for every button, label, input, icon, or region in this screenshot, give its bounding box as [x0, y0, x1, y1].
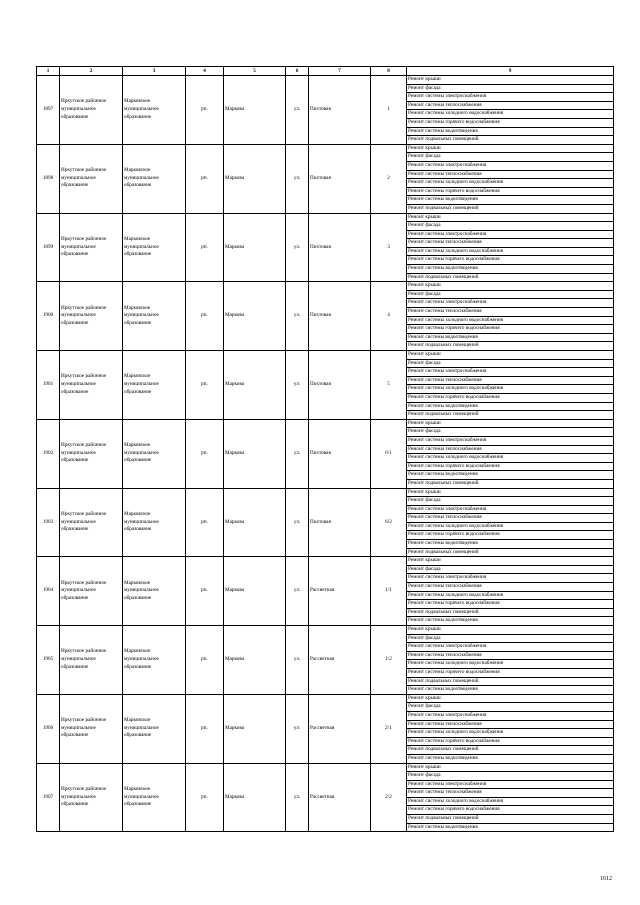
table-row [37, 419, 614, 428]
settlement-name: Маркова [224, 763, 286, 832]
municipality-name: Марковское муниципальное образование [123, 763, 186, 832]
table-row [37, 626, 614, 635]
work-item: Ремонт системы холодного водоснабжения [407, 660, 614, 669]
district-name: Иркутское районное муниципальное образование [60, 557, 123, 626]
work-item: Ремонт системы теплоснабжения [407, 651, 614, 660]
work-item: Ремонт фасада [407, 428, 614, 437]
work-item: Ремонт системы электроснабжения [407, 368, 614, 377]
settlement-type: рп. [186, 213, 224, 282]
settlement-type: рп. [186, 282, 224, 351]
municipality-name: Марковское муниципальное образование [123, 557, 186, 626]
work-item: Ремонт подвальных помещений [407, 815, 614, 824]
settlement-name: Маркова [224, 694, 286, 763]
house-number: 6/2 [371, 488, 407, 557]
municipality-name: Марковское муниципальное образование [123, 351, 186, 420]
street-type: ул. [286, 626, 309, 695]
header-col-8: 8 [371, 67, 407, 76]
district-name: Иркутское районное муниципальное образование [60, 144, 123, 213]
work-item: Ремонт системы водоотведения [407, 265, 614, 274]
settlement-name: Маркова [224, 76, 286, 145]
work-item: Ремонт фасада [407, 153, 614, 162]
house-number: 4 [371, 282, 407, 351]
work-item: Ремонт фасада [407, 772, 614, 781]
header-col-6: 6 [286, 67, 309, 76]
header-col-1: 1 [37, 67, 60, 76]
work-item: Ремонт системы водоотведения [407, 540, 614, 549]
row-number: 1898 [37, 144, 60, 213]
work-item: Ремонт системы электроснабжения [407, 574, 614, 583]
table-row [37, 694, 614, 703]
street-type: ул. [286, 419, 309, 488]
work-item: Ремонт крыши [407, 763, 614, 772]
street-name: Пихтовая [309, 144, 371, 213]
work-item: Ремонт системы теплоснабжения [407, 170, 614, 179]
work-item: Ремонт фасада [407, 634, 614, 643]
house-number: 6/1 [371, 419, 407, 488]
street-type: ул. [286, 557, 309, 626]
settlement-type: рп. [186, 763, 224, 832]
district-name: Иркутское районное муниципальное образование [60, 76, 123, 145]
work-item: Ремонт крыши [407, 557, 614, 566]
district-name: Иркутское районное муниципальное образование [60, 351, 123, 420]
settlement-name: Маркова [224, 626, 286, 695]
district-name: Иркутское районное муниципальное образование [60, 213, 123, 282]
settlement-type: рп. [186, 76, 224, 145]
work-item: Ремонт системы водоотведения [407, 127, 614, 136]
work-item: Ремонт системы холодного водоснабжения [407, 797, 614, 806]
street-name: Пихтовая [309, 351, 371, 420]
work-item: Ремонт системы теплоснабжения [407, 308, 614, 317]
work-item: Ремонт системы водоотведения [407, 333, 614, 342]
work-item: Ремонт системы горячего водоснабжения [407, 325, 614, 334]
street-name: Пихтовая [309, 76, 371, 145]
street-name: Рассветная [309, 763, 371, 832]
work-item: Ремонт системы холодного водоснабжения [407, 110, 614, 119]
settlement-type: рп. [186, 557, 224, 626]
table-row [37, 144, 614, 153]
work-item: Ремонт системы водоотведения [407, 196, 614, 205]
street-name: Пихтовая [309, 282, 371, 351]
work-item: Ремонт системы электроснабжения [407, 780, 614, 789]
work-item: Ремонт системы электроснабжения [407, 161, 614, 170]
work-item: Ремонт системы водоотведения [407, 471, 614, 480]
work-item: Ремонт подвальных помещений [407, 608, 614, 617]
row-number: 1903 [37, 488, 60, 557]
work-item: Ремонт системы теплоснабжения [407, 445, 614, 454]
row-number: 1899 [37, 213, 60, 282]
work-item: Ремонт подвальных помещений [407, 479, 614, 488]
street-type: ул. [286, 144, 309, 213]
work-item: Ремонт системы теплоснабжения [407, 376, 614, 385]
work-item: Ремонт системы водоотведения [407, 754, 614, 763]
work-item: Ремонт подвальных помещений [407, 342, 614, 351]
table-body [37, 76, 614, 832]
table-row [37, 351, 614, 360]
work-item: Ремонт подвальных помещений [407, 548, 614, 557]
work-item: Ремонт крыши [407, 213, 614, 222]
settlement-type: рп. [186, 419, 224, 488]
row-number: 1904 [37, 557, 60, 626]
table-row [37, 213, 614, 222]
header-row [37, 67, 614, 76]
settlement-name: Маркова [224, 351, 286, 420]
row-number: 1902 [37, 419, 60, 488]
work-item: Ремонт системы горячего водоснабжения [407, 600, 614, 609]
work-item: Ремонт системы электроснабжения [407, 436, 614, 445]
work-item: Ремонт системы холодного водоснабжения [407, 729, 614, 738]
work-item: Ремонт системы водоотведения [407, 823, 614, 832]
work-item: Ремонт системы горячего водоснабжения [407, 531, 614, 540]
work-item: Ремонт фасада [407, 497, 614, 506]
work-item: Ремонт системы горячего водоснабжения [407, 806, 614, 815]
work-item: Ремонт крыши [407, 488, 614, 497]
work-item: Ремонт системы холодного водоснабжения [407, 454, 614, 463]
work-item: Ремонт системы холодного водоснабжения [407, 316, 614, 325]
work-item: Ремонт системы горячего водоснабжения [407, 393, 614, 402]
municipality-name: Марковское муниципальное образование [123, 626, 186, 695]
work-item: Ремонт системы теплоснабжения [407, 720, 614, 729]
municipality-name: Марковское муниципальное образование [123, 694, 186, 763]
works-table [36, 66, 614, 832]
street-name: Пихтовая [309, 488, 371, 557]
work-item: Ремонт подвальных помещений [407, 204, 614, 213]
work-item: Ремонт крыши [407, 76, 614, 85]
work-item: Ремонт системы холодного водоснабжения [407, 385, 614, 394]
street-type: ул. [286, 694, 309, 763]
municipality-name: Марковское муниципальное образование [123, 76, 186, 145]
municipality-name: Марковское муниципальное образование [123, 419, 186, 488]
district-name: Иркутское районное муниципальное образование [60, 626, 123, 695]
work-item: Ремонт системы водоотведения [407, 617, 614, 626]
work-item: Ремонт системы горячего водоснабжения [407, 668, 614, 677]
work-item: Ремонт системы холодного водоснабжения [407, 591, 614, 600]
work-item: Ремонт системы электроснабжения [407, 299, 614, 308]
work-item: Ремонт системы горячего водоснабжения [407, 462, 614, 471]
table-row [37, 763, 614, 772]
work-item: Ремонт системы электроснабжения [407, 93, 614, 102]
house-number: 1 [371, 76, 407, 145]
street-name: Рассветная [309, 557, 371, 626]
work-item: Ремонт системы электроснабжения [407, 711, 614, 720]
row-number: 1901 [37, 351, 60, 420]
settlement-type: рп. [186, 144, 224, 213]
work-item: Ремонт подвальных помещений [407, 411, 614, 420]
work-item: Ремонт крыши [407, 282, 614, 291]
municipality-name: Марковское муниципальное образование [123, 144, 186, 213]
house-number: 2/1 [371, 694, 407, 763]
page-number: 1612 [600, 876, 612, 882]
work-item: Ремонт системы электроснабжения [407, 643, 614, 652]
district-name: Иркутское районное муниципальное образование [60, 694, 123, 763]
settlement-type: рп. [186, 626, 224, 695]
row-number: 1897 [37, 76, 60, 145]
work-item: Ремонт системы горячего водоснабжения [407, 187, 614, 196]
header-col-3: 3 [123, 67, 186, 76]
house-number: 5 [371, 351, 407, 420]
work-item: Ремонт крыши [407, 144, 614, 153]
district-name: Иркутское районное муниципальное образование [60, 488, 123, 557]
row-number: 1900 [37, 282, 60, 351]
house-number: 1/1 [371, 557, 407, 626]
district-name: Иркутское районное муниципальное образование [60, 763, 123, 832]
table-row [37, 488, 614, 497]
table-row [37, 282, 614, 291]
work-item: Ремонт крыши [407, 419, 614, 428]
settlement-name: Маркова [224, 557, 286, 626]
table-row [37, 76, 614, 85]
settlement-type: рп. [186, 694, 224, 763]
house-number: 1/2 [371, 626, 407, 695]
work-item: Ремонт системы холодного водоснабжения [407, 522, 614, 531]
work-item: Ремонт системы теплоснабжения [407, 789, 614, 798]
street-type: ул. [286, 763, 309, 832]
work-item: Ремонт фасада [407, 703, 614, 712]
street-name: Рассветная [309, 626, 371, 695]
house-number: 2 [371, 144, 407, 213]
municipality-name: Марковское муниципальное образование [123, 488, 186, 557]
settlement-type: рп. [186, 488, 224, 557]
street-type: ул. [286, 351, 309, 420]
header-col-5: 5 [224, 67, 286, 76]
work-item: Ремонт подвальных помещений [407, 136, 614, 145]
header-col-2: 2 [60, 67, 123, 76]
street-type: ул. [286, 282, 309, 351]
work-item: Ремонт системы электроснабжения [407, 505, 614, 514]
work-item: Ремонт системы теплоснабжения [407, 514, 614, 523]
work-item: Ремонт системы электроснабжения [407, 230, 614, 239]
district-name: Иркутское районное муниципальное образование [60, 419, 123, 488]
street-name: Рассветная [309, 694, 371, 763]
settlement-name: Маркова [224, 282, 286, 351]
table-row [37, 557, 614, 566]
work-item: Ремонт системы горячего водоснабжения [407, 256, 614, 265]
district-name: Иркутское районное муниципальное образование [60, 282, 123, 351]
header-col-9: 9 [407, 67, 614, 76]
street-type: ул. [286, 76, 309, 145]
work-item: Ремонт подвальных помещений [407, 677, 614, 686]
municipality-name: Марковское муниципальное образование [123, 213, 186, 282]
settlement-name: Маркова [224, 213, 286, 282]
municipality-name: Марковское муниципальное образование [123, 282, 186, 351]
row-number: 1905 [37, 626, 60, 695]
work-item: Ремонт системы холодного водоснабжения [407, 247, 614, 256]
street-type: ул. [286, 488, 309, 557]
work-item: Ремонт фасада [407, 290, 614, 299]
row-number: 1906 [37, 694, 60, 763]
settlement-name: Маркова [224, 419, 286, 488]
work-item: Ремонт системы теплоснабжения [407, 101, 614, 110]
settlement-name: Маркова [224, 144, 286, 213]
street-type: ул. [286, 213, 309, 282]
work-item: Ремонт системы водоотведения [407, 402, 614, 411]
work-item: Ремонт подвальных помещений [407, 273, 614, 282]
work-item: Ремонт фасада [407, 222, 614, 231]
work-item: Ремонт системы горячего водоснабжения [407, 118, 614, 127]
house-number: 3 [371, 213, 407, 282]
street-name: Пихтовая [309, 419, 371, 488]
house-number: 2/2 [371, 763, 407, 832]
work-item: Ремонт подвальных помещений [407, 746, 614, 755]
work-item: Ремонт системы горячего водоснабжения [407, 737, 614, 746]
header-col-7: 7 [309, 67, 371, 76]
settlement-type: рп. [186, 351, 224, 420]
work-item: Ремонт крыши [407, 351, 614, 360]
work-item: Ремонт системы теплоснабжения [407, 239, 614, 248]
work-item: Ремонт системы теплоснабжения [407, 583, 614, 592]
work-item: Ремонт системы водоотведения [407, 686, 614, 695]
header-col-4: 4 [186, 67, 224, 76]
work-item: Ремонт фасада [407, 359, 614, 368]
work-item: Ремонт крыши [407, 694, 614, 703]
work-item: Ремонт фасада [407, 565, 614, 574]
row-number: 1907 [37, 763, 60, 832]
work-item: Ремонт крыши [407, 626, 614, 635]
street-name: Пихтовая [309, 213, 371, 282]
settlement-name: Маркова [224, 488, 286, 557]
work-item: Ремонт системы холодного водоснабжения [407, 179, 614, 188]
work-item: Ремонт фасада [407, 84, 614, 93]
